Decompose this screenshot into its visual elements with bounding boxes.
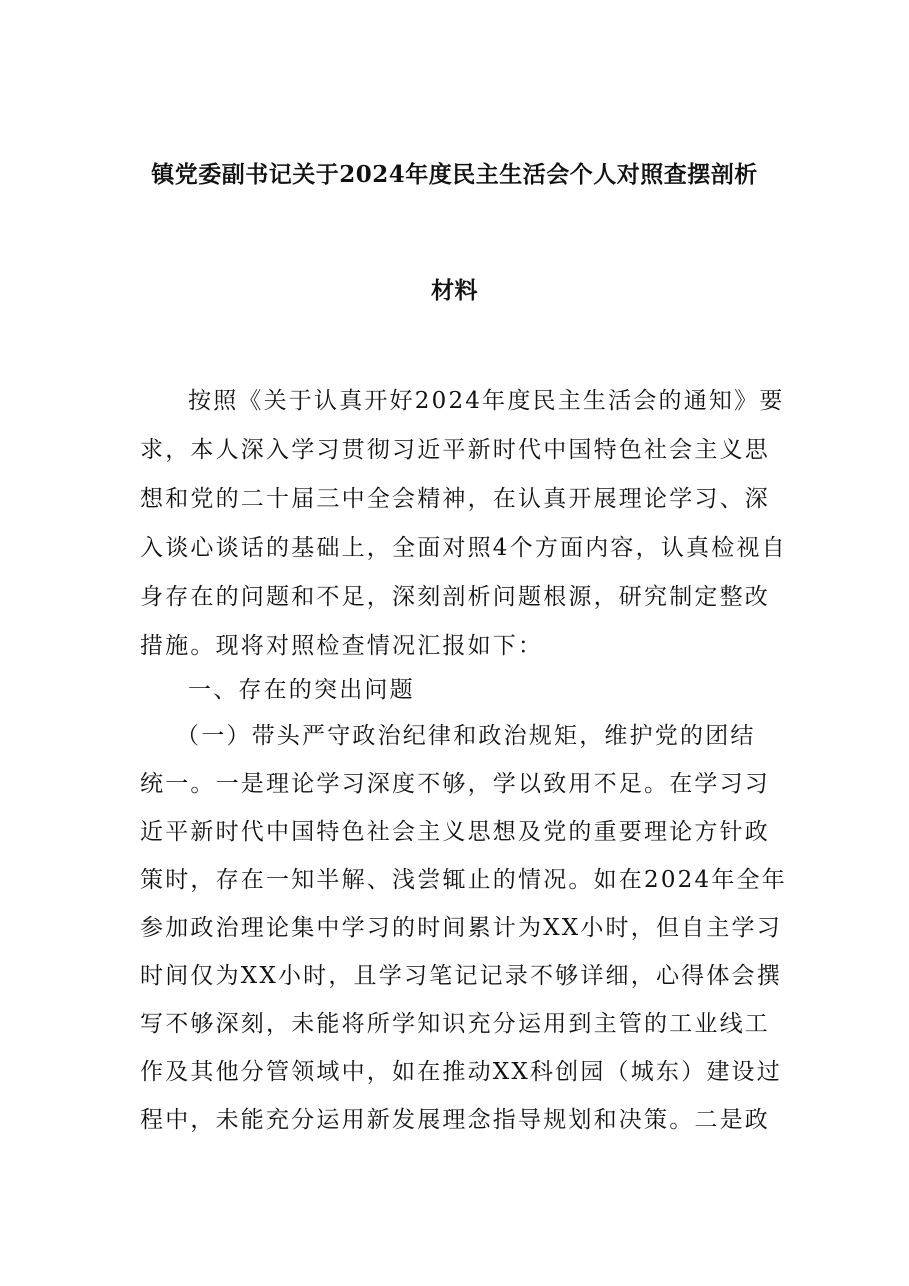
subsection-line-6: 时间仅为XX小时，且学习笔记记录不够详细，心得体会撰 [140, 963, 782, 989]
document-title-line-1: 镇党委副书记关于2024年度民主生活会个人对照查摆剖析 [151, 161, 758, 188]
subsection-line-7: 写不够深刻，未能将所学知识充分运用到主管的工业线工 [140, 1011, 770, 1037]
intro-line-4: 入谈心谈话的基础上，全面对照4个方面内容，认真检视自 [140, 535, 787, 561]
subsection-line-4: 策时，存在一知半解、浅尝辄止的情况。如在2024年全年 [140, 867, 787, 893]
intro-line-3: 想和党的二十届三中全会精神，在认真开展理论学习、深 [140, 486, 770, 512]
subsection-line-9: 程中，未能充分运用新发展理念指导规划和决策。二是政 [140, 1107, 770, 1133]
intro-line-6: 措施。现将对照检查情况汇报如下： [140, 633, 544, 659]
subsection-line-2: 统一。一是理论学习深度不够，学以致用不足。在学习习 [140, 771, 770, 797]
subsection-line-8: 作及其他分管领域中，如在推动XX科创园（城东）建设过 [140, 1059, 782, 1085]
intro-line-5: 身存在的问题和不足，深刻剖析问题根源，研究制定整改 [140, 584, 770, 610]
document-title-line-2: 材料 [431, 277, 478, 304]
subsection-line-3: 近平新时代中国特色社会主义思想及党的重要理论方针政 [140, 819, 770, 845]
subsection-line-5: 参加政治理论集中学习的时间累计为XX小时，但自主学习 [140, 915, 782, 941]
section-heading: 一、存在的突出问题 [188, 677, 415, 703]
intro-line-1: 按照《关于认真开好2024年度民主生活会的通知》要 [188, 388, 785, 414]
subsection-line-1: （一）带头严守政治纪律和政治规矩，维护党的团结 [176, 723, 756, 749]
intro-line-2: 求，本人深入学习贯彻习近平新时代中国特色社会主义思 [140, 437, 770, 463]
